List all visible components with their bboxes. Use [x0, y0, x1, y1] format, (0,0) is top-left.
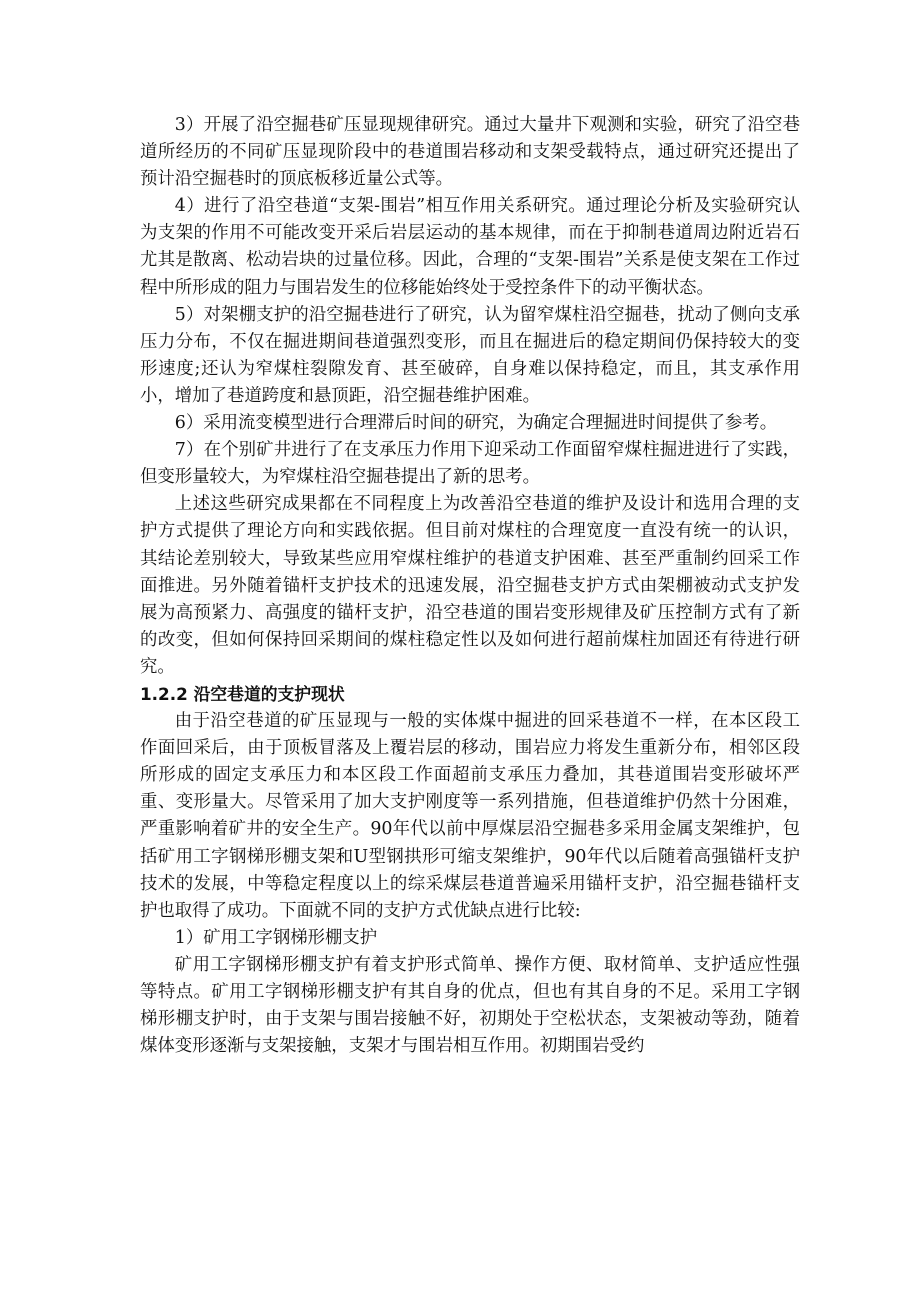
paragraph-summary: 上述这些研究成果都在不同程度上为改善沿空巷道的维护及设计和选用合理的支护方式提供了理论方向和实践依据。但目前对煤柱的合理宽度一直没有统一的认识，其结论差别较大，导致某些应用窄煤柱维护的巷道支护困难、甚至严重制约回采工作面推进。另外随着锚杆支护技术的迅速发展，沿空掘巷支护方式由架棚被动式支护发展为高预紧力、高强度的锚杆支护，沿空巷道的围岩变形规律及矿压控制方式有了新的改变，但如何保持回采期间的煤柱稳定性以及如何进行超前煤柱加固还有待进行研究。: [140, 494, 800, 677]
paragraph-item-6: 6）采用流变模型进行合理滞后时间的研究，为确定合理掘进时间提供了参考。: [174, 413, 778, 434]
paragraph-item-7: 7）在个别矿井进行了在支承压力作用下迎采动工作面留窄煤柱掘进进行了实践，但变形量较大，为窄煤柱沿空掘巷提出了新的思考。: [140, 440, 800, 488]
section-heading: 1.2.2 沿空巷道的支护现状: [140, 683, 345, 704]
document-page: [140, 112, 800, 1060]
paragraph-body: 矿用工字钢梯形棚支护有着支护形式简单、操作方便、取材简单、支护适应性强等特点。矿用工字钢梯形棚支护有其自身的优点，但也有其自身的不足。采用工字钢梯形棚支护时，由于支架与围岩接触不好，初期处于空松状态，支架被动等劲，随着煤体变形逐渐与支架接触，支架才与围岩相互作用。初期围岩受约: [140, 954, 800, 1057]
paragraph-item-3: 3）开展了沿空掘巷矿压显现规律研究。通过大量井下观测和实验，研究了沿空巷道所经历的不同矿压显现阶段中的巷道围岩移动和支架受载特点，通过研究还提出了预计沿空掘巷时的顶底板移近量公式等。: [140, 115, 800, 190]
paragraph-intro: 由于沿空巷道的矿压显现与一般的实体煤中掘进的回采巷道不一样，在本区段工作面回采后，由于顶板冒落及上覆岩层的移动，围岩应力将发生重新分布，相邻区段所形成的固定支承压力和本区段工作面超前支承压力叠加，其巷道围岩变形破坏严重、变形量大。尽管采用了加大支护刚度等一系列措施，但巷道维护仍然十分困难，严重影响着矿井的安全生产。90年代以前中厚煤层沿空掘巷多采用金属支架维护，包括矿用工字钢梯形棚支架和U型钢拱形可缩支架维护，90年代以后随着高强锚杆支护技术的发展，中等稳定程度以上的综采煤层巷道普遍采用锚杆支护，沿空掘巷锚杆支护也取得了成功。下面就不同的支护方式优缺点进行比较:: [140, 711, 800, 921]
subsection-label: 1）矿用工字钢梯形棚支护: [174, 927, 378, 948]
paragraph-item-4: 4）进行了沿空巷道“支架-围岩”相互作用关系研究。通过理论分析及实验研究认为支架的作用不可能改变开采后岩层运动的基本规律，而在于抑制巷道周边附近岩石尤其是散离、松动岩块的过量位移。因此，合理的“支架-围岩”关系是使支架在工作过程中所形成的阻力与围岩发生的位移能始终处于受控条件下的动平衡状态。: [140, 196, 800, 298]
paragraph-item-5: 5）对架棚支护的沿空掘巷进行了研究，认为留窄煤柱沿空掘巷，扰动了侧向支承压力分布，不仅在掘进期间巷道强烈变形，而且在掘进后的稳定期间仍保持较大的变形速度;还认为窄煤柱裂隙发育、甚至破碎，自身难以保持稳定，而且，其支承作用小，增加了巷道跨度和悬顶距，沿空掘巷维护困难。: [140, 304, 800, 406]
